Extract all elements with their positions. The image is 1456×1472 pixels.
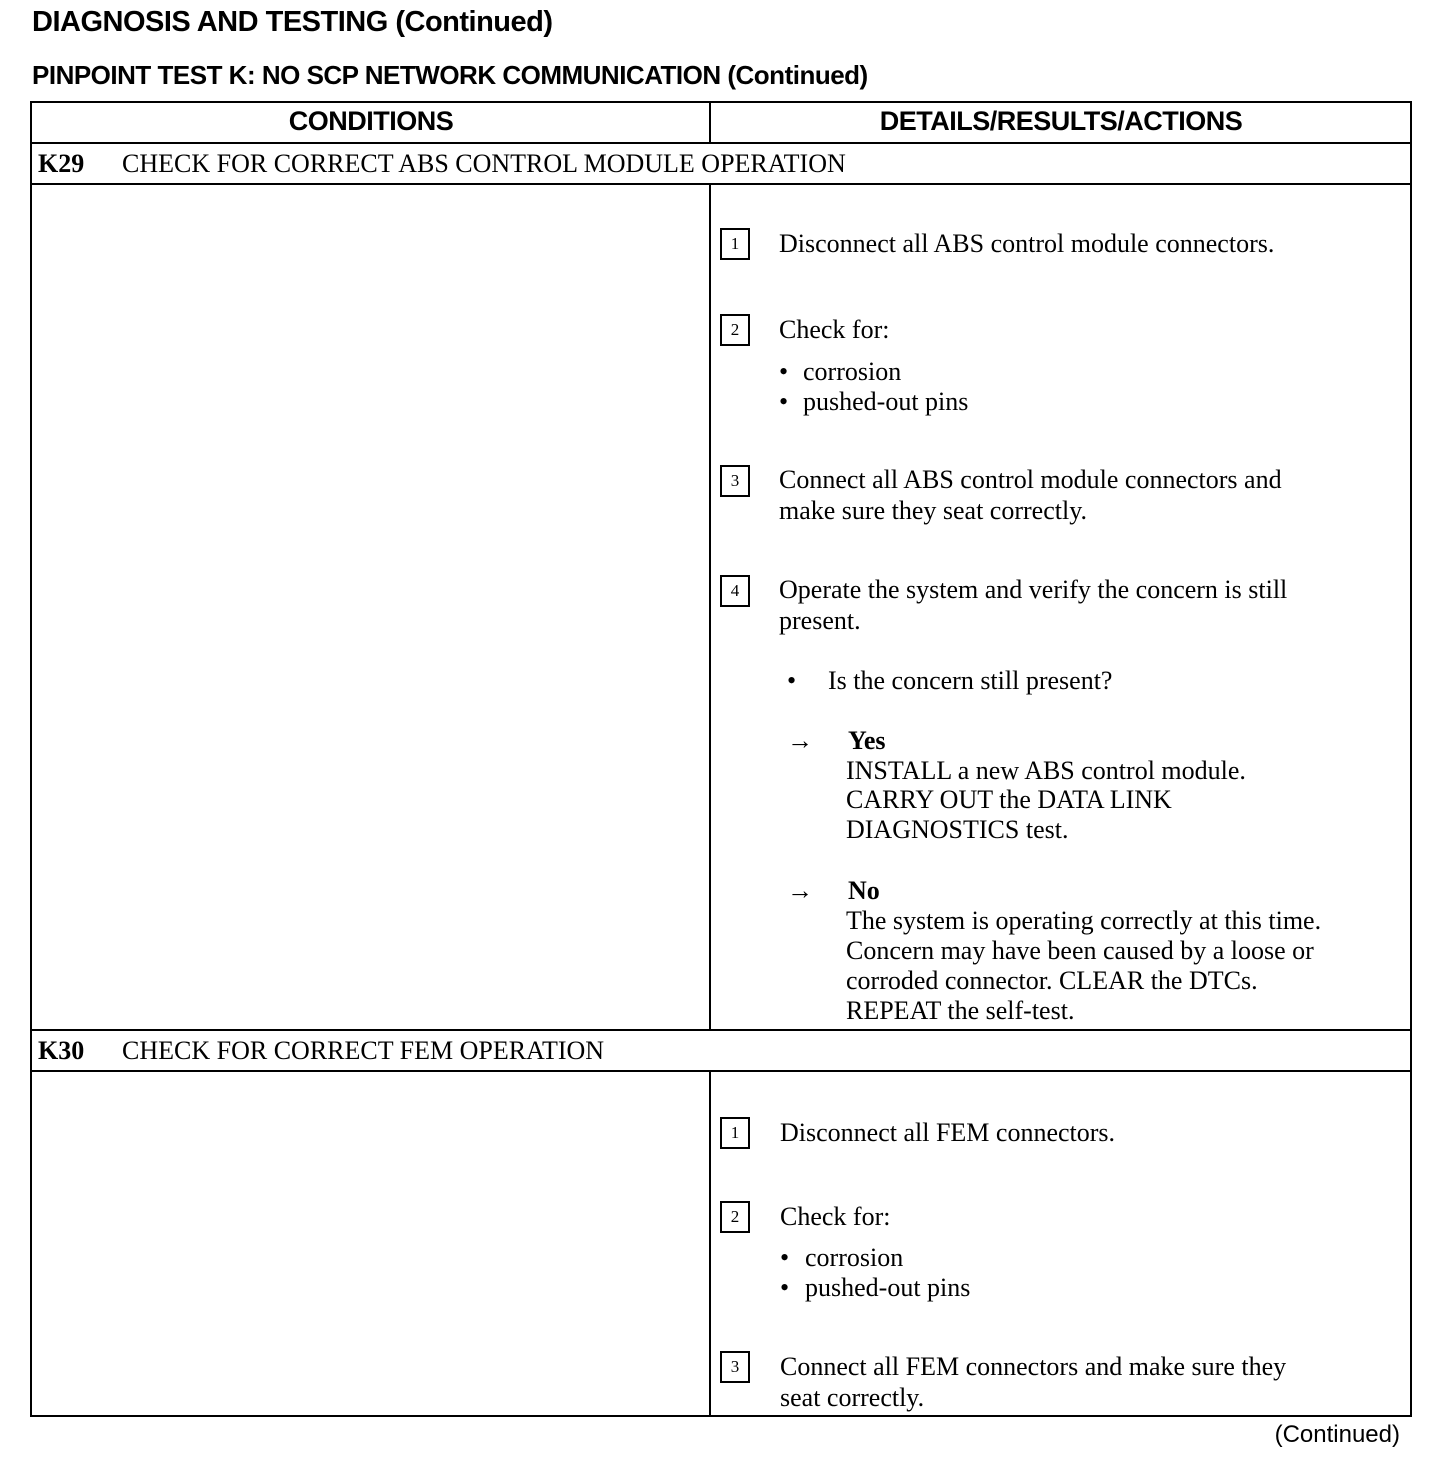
bullet-item: corrosion xyxy=(805,1243,904,1272)
step-id-k30: K30 xyxy=(38,1036,85,1065)
step-text: Connect all ABS control module connectors and xyxy=(779,465,1282,494)
step-number-box: 3 xyxy=(720,1351,750,1383)
step-number-box: 1 xyxy=(720,1117,750,1149)
step-text: make sure they seat correctly. xyxy=(779,496,1088,525)
bullet-item: pushed-out pins xyxy=(805,1273,971,1302)
step-text: Connect all FEM connectors and make sure they xyxy=(780,1352,1287,1381)
step-text: present. xyxy=(779,606,861,635)
bullet-icon: • xyxy=(787,666,797,695)
step-title-k30: CHECK FOR CORRECT FEM OPERATION xyxy=(122,1036,605,1065)
step-number-box: 1 xyxy=(720,228,750,260)
arrow-icon: → xyxy=(787,876,813,905)
test-title: PINPOINT TEST K: NO SCP NETWORK COMMUNICATION (Continued) xyxy=(32,60,868,90)
step-text: Disconnect all ABS control module connectors. xyxy=(779,229,1275,258)
bullet-icon: • xyxy=(780,1243,790,1272)
answer-no-text: corroded connector. CLEAR the DTCs. xyxy=(846,966,1258,995)
step-text: Check for: xyxy=(780,1202,891,1231)
column-divider xyxy=(709,1071,711,1416)
step-text: Operate the system and verify the concern is still xyxy=(779,575,1288,604)
table-border-bottom xyxy=(30,1415,1412,1417)
row-divider xyxy=(30,183,1412,185)
answer-no-text: The system is operating correctly at this time. xyxy=(846,906,1322,935)
step-number-box: 3 xyxy=(720,465,750,497)
answer-no-label: No xyxy=(848,876,880,905)
answer-no-text: REPEAT the self-test. xyxy=(846,996,1075,1025)
step-number-box: 4 xyxy=(720,575,750,607)
step-number-box: 2 xyxy=(720,1201,750,1233)
continued-note: (Continued) xyxy=(1274,1421,1400,1448)
answer-yes-text: INSTALL a new ABS control module. xyxy=(846,756,1246,785)
column-header-conditions: CONDITIONS xyxy=(288,106,454,136)
arrow-icon: → xyxy=(787,726,813,755)
answer-no-text: Concern may have been caused by a loose or xyxy=(846,936,1314,965)
answer-yes-label: Yes xyxy=(848,726,886,755)
row-divider xyxy=(30,142,1412,144)
row-divider xyxy=(30,1070,1412,1072)
page-title: DIAGNOSIS AND TESTING (Continued) xyxy=(32,6,553,38)
bullet-icon: • xyxy=(779,387,789,416)
question-text: Is the concern still present? xyxy=(828,666,1113,695)
step-text: Check for: xyxy=(779,315,890,344)
step-number-box: 2 xyxy=(720,314,750,346)
step-text: seat correctly. xyxy=(780,1383,925,1412)
step-text: Disconnect all FEM connectors. xyxy=(780,1118,1116,1147)
row-divider xyxy=(30,1029,1412,1031)
bullet-icon: • xyxy=(779,357,789,386)
table-border-top xyxy=(30,101,1412,103)
bullet-item: corrosion xyxy=(803,357,902,386)
answer-yes-text: CARRY OUT the DATA LINK xyxy=(846,785,1172,814)
column-divider xyxy=(709,184,711,1030)
step-id-k29: K29 xyxy=(38,149,85,178)
bullet-icon: • xyxy=(780,1273,790,1302)
answer-yes-text: DIAGNOSTICS test. xyxy=(846,815,1069,844)
step-title-k29: CHECK FOR CORRECT ABS CONTROL MODULE OPERATION xyxy=(122,149,846,178)
table-border-right xyxy=(1410,101,1412,1417)
table-border-left xyxy=(30,101,32,1417)
column-header-details: DETAILS/RESULTS/ACTIONS xyxy=(879,106,1243,136)
bullet-item: pushed-out pins xyxy=(803,387,969,416)
